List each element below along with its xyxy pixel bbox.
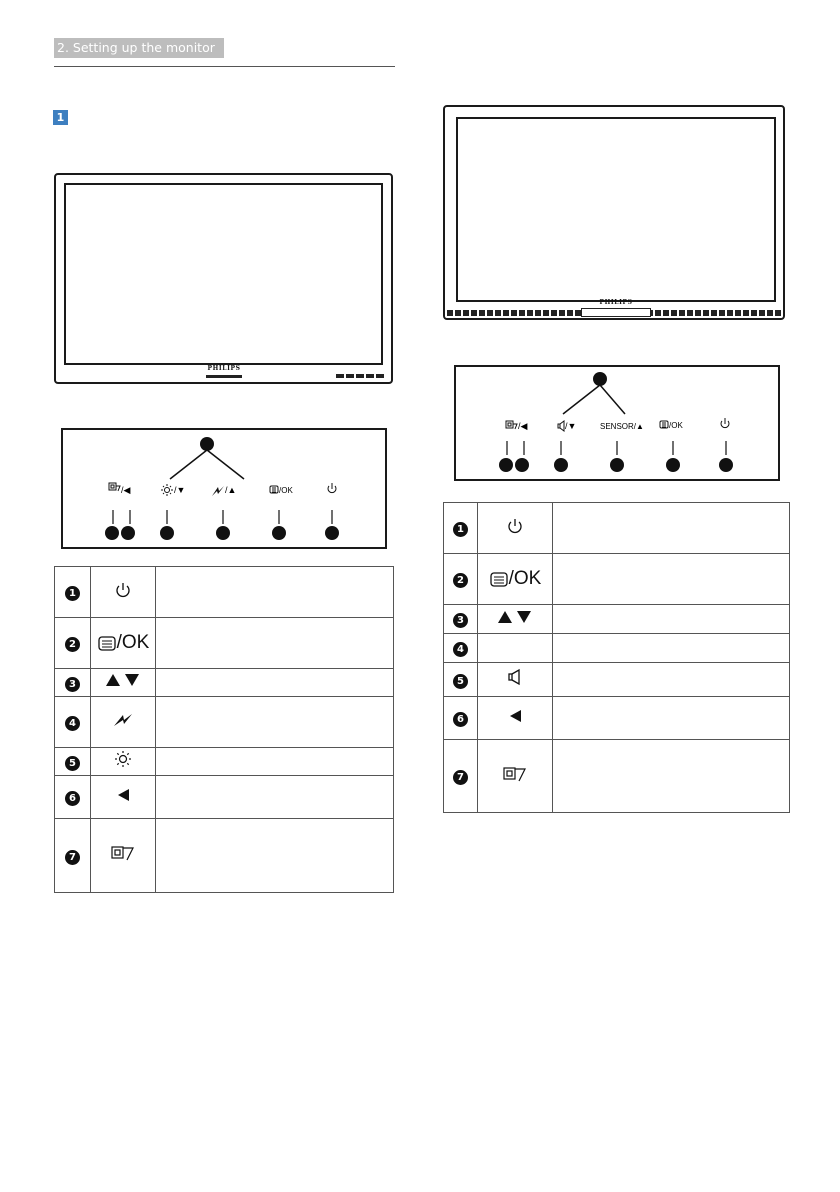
brightness-icon (161, 484, 173, 496)
callout-3 (610, 458, 624, 472)
table-row (444, 605, 790, 634)
callout-1 (325, 526, 339, 540)
row-number: 4 (65, 716, 80, 731)
callout-6 (515, 458, 529, 472)
control-keys-table-right (443, 502, 790, 813)
ok-label: /OK (116, 632, 150, 653)
keypad-label-ok: /OK (279, 486, 293, 495)
row-number: 5 (65, 756, 80, 771)
callout-6 (121, 526, 135, 540)
monitor-brand-logo: PHILIPS (599, 299, 633, 306)
callout-2 (272, 526, 286, 540)
volume-icon (558, 421, 564, 431)
table-row (444, 663, 790, 697)
table-row (55, 669, 394, 697)
keypad-label-down: /▼ (565, 421, 577, 431)
power-icon (506, 517, 524, 535)
brightness-icon (114, 750, 132, 768)
table-row (55, 748, 394, 776)
monitor-bottom-tab (581, 308, 651, 317)
row-number: 6 (453, 712, 468, 727)
row-number: 5 (453, 674, 468, 689)
monitor-screen (456, 117, 776, 302)
input-source-icon (110, 843, 136, 863)
row-number: 2 (65, 637, 80, 652)
monitor-front-buttons (336, 374, 384, 378)
monitor-front-illustration-right (443, 105, 785, 320)
input-source-icon (502, 764, 528, 784)
menu-icon (660, 421, 668, 428)
menu-icon (489, 570, 509, 588)
monitor-brand-logo: PHILIPS (207, 365, 241, 372)
callout-7 (105, 526, 119, 540)
power-icon (114, 581, 132, 599)
table-row (55, 618, 394, 669)
section-header: 2. Setting up the monitor (54, 38, 224, 58)
menu-icon (270, 486, 278, 493)
table-row (55, 776, 394, 819)
table-row (55, 819, 394, 893)
callout-2 (666, 458, 680, 472)
row-number: 4 (453, 642, 468, 657)
input-source-icon (109, 483, 120, 491)
table-row (444, 740, 790, 813)
control-keys-table-left (54, 566, 394, 893)
keypad-label-back: /◀ (121, 485, 131, 495)
table-row (55, 697, 394, 748)
callout-7 (499, 458, 513, 472)
back-arrow-icon (115, 787, 131, 803)
row-number: 1 (453, 522, 468, 537)
row-number: 7 (453, 770, 468, 785)
callout-5 (554, 458, 568, 472)
table-row (444, 634, 790, 663)
callout-4 (593, 372, 607, 386)
monitor-bottom-tab (206, 375, 242, 378)
keypad-label-sensor: SENSOR/▲ (600, 422, 644, 431)
up-down-arrows-icon (103, 672, 143, 688)
row-number: 3 (453, 613, 468, 628)
smartimage-icon (112, 712, 134, 728)
control-keypad-panel-left (61, 428, 387, 549)
monitor-front-illustration-left (54, 173, 393, 384)
keypad-label-up: /▲ (225, 485, 237, 495)
back-arrow-icon (507, 708, 523, 724)
monitor-screen (64, 183, 383, 365)
table-row (444, 697, 790, 740)
control-keypad-panel-right (454, 365, 780, 481)
row-number: 1 (65, 586, 80, 601)
section-number-badge: 1 (53, 110, 68, 125)
input-source-icon (506, 421, 517, 429)
volume-icon (506, 668, 524, 686)
keypad-diagram (456, 367, 778, 479)
menu-icon (97, 634, 117, 652)
keypad-label-ok: /OK (669, 421, 683, 430)
up-down-arrows-icon (495, 609, 535, 625)
keypad-diagram (63, 430, 385, 547)
table-row (444, 554, 790, 605)
table-row (444, 503, 790, 554)
row-number: 6 (65, 791, 80, 806)
power-icon (721, 418, 729, 428)
callout-3 (216, 526, 230, 540)
keypad-label-down: /▼ (174, 485, 186, 495)
callout-1 (719, 458, 733, 472)
row-number: 2 (453, 573, 468, 588)
smartimage-icon (212, 486, 224, 496)
callout-4 (200, 437, 214, 451)
table-row (55, 567, 394, 618)
row-number: 7 (65, 850, 80, 865)
header-rule (54, 66, 395, 67)
callout-5 (160, 526, 174, 540)
row-number: 3 (65, 677, 80, 692)
keypad-label-back: /◀ (518, 421, 528, 431)
ok-label: /OK (508, 568, 542, 589)
power-icon (328, 483, 336, 493)
